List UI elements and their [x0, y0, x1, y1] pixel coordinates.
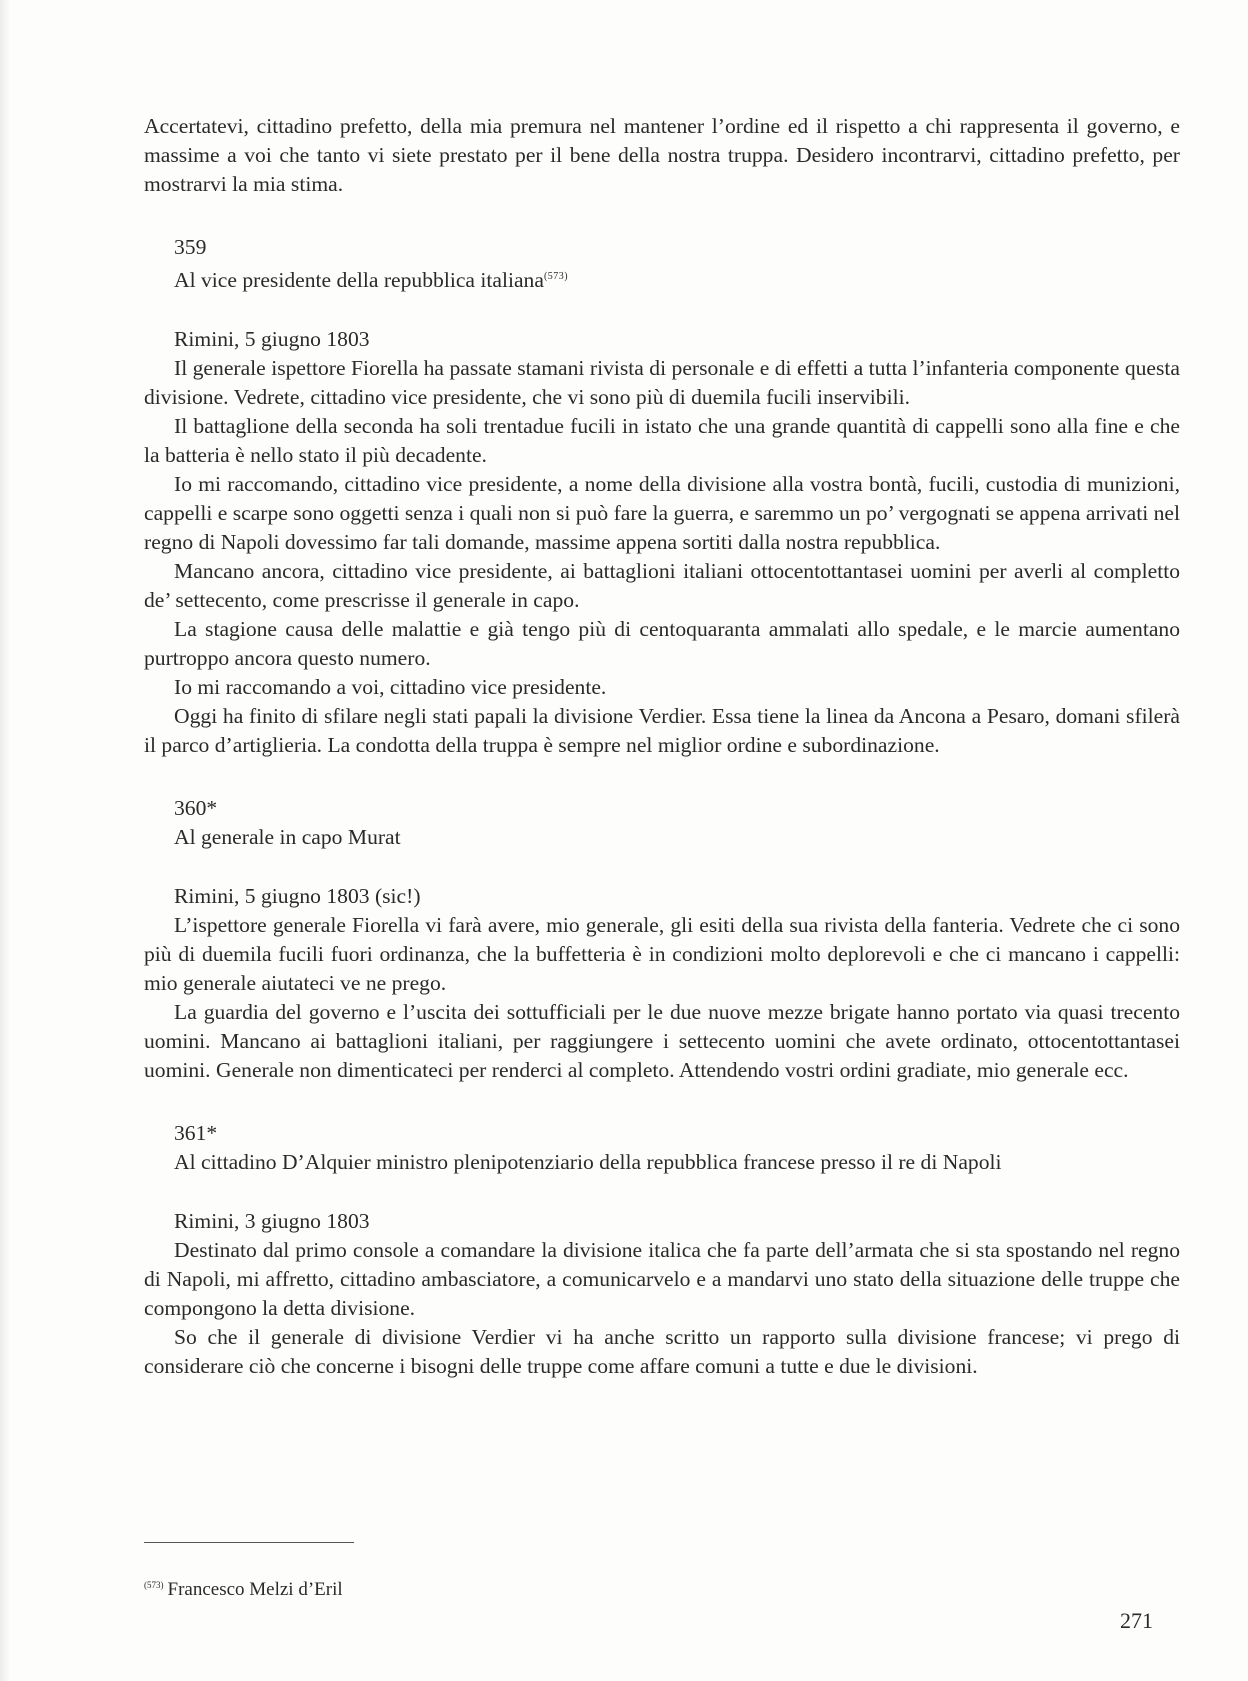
letter-paragraph: Destinato dal primo console a comandare la divisione italica che fa parte dell’armata che si sta spostando nel regno di Napoli, mi affretto, cittadino ambasciatore, a comunicarvelo e a mandarvi uno stato della situazione delle truppe che compongono la detta divisione. — [144, 1238, 1180, 1320]
letter-359 — [144, 233, 1180, 760]
letter-paragraph: Il generale ispettore Fiorella ha passate stamani rivista di personale e di effetti a tutta l’infanteria componente questa divisione. Vedrete, cittadino vice presidente, che vi sono più di duemila fucili inservibili. — [144, 356, 1180, 409]
letter-paragraph: Io mi raccomando a voi, cittadino vice presidente. — [174, 675, 607, 699]
letter-paragraph: Mancano ancora, cittadino vice presidente, ai battaglioni italiani ottocentottantasei uomini per averli al completto de’ settecento, come prescrisse il generale in capo. — [144, 559, 1180, 612]
letter-paragraph: Oggi ha finito di sfilare negli stati papali la divisione Verdier. Essa tiene la linea da Ancona a Pesaro, domani sfilerà il parco d’artiglieria. La condotta della truppa è sempre nel miglior ordine e subordinazione. — [144, 704, 1180, 757]
letter-recipient: Al vice presidente della repubblica italiana$^{(573)}$ — [174, 268, 569, 292]
letter-number: 360* — [174, 796, 218, 820]
letter-paragraph: Io mi raccomando, cittadino vice presidente, a nome della divisione alla vostra bontà, fucili, custodia di munizioni, cappelli e scarpe sono oggetti senza i quali non si può fare la guerra, e saremmo un po’ vergognati se appena arrivati nel regno di Napoli dovessimo far tali domande, massime appena sortiti dalla nostra repubblica. — [144, 472, 1180, 554]
letter-paragraph: La guardia del governo e l’uscita dei sottufficiali per le due nuove mezze brigate hanno portato via quasi trecento uomini. Mancano ai battaglioni italiani, per raggiungere i settecento uomini che avete ordinato, ottocentottantasei uomini. Generale non dimenticateci per renderci al completo. Attendendo vostri ordini gradiate, mio generale ecc. — [144, 1000, 1180, 1082]
page-edge-shadow — [0, 0, 10, 1681]
opening-paragraph: Accertatevi, cittadino prefetto, della mia premura nel mantener l’ordine ed il rispetto a chi rappresenta il governo, e massime a voi che tanto vi siete prestato per il bene della nostra truppa. Desidero incontrarvi, cittadino prefetto, per mostrarvi la mia stima. — [144, 114, 1180, 196]
footnote-reference: (573) — [543, 271, 569, 282]
letter-360 — [144, 794, 1180, 1085]
letter-dateline: Rimini, 5 giugno 1803 — [174, 327, 370, 351]
letter-361 — [144, 1119, 1180, 1381]
letter-number: 361* — [174, 1121, 218, 1145]
letter-dateline: Rimini, 3 giugno 1803 — [174, 1209, 370, 1233]
footnote-text: Francesco Melzi d’Eril — [167, 1579, 343, 1600]
text-column — [144, 112, 1180, 1381]
footnote-divider — [144, 1542, 354, 1543]
letter-paragraph: So che il generale di divisione Verdier vi ha anche scritto un rapporto sulla divisione francese; vi prego di considerare ciò che concerne i bisogni delle truppe come affare comuni a tutte e due le divisioni. — [144, 1325, 1180, 1378]
page-number: 271 — [1120, 1608, 1153, 1633]
letter-paragraph: La stagione causa delle malattie e già tengo più di centoquaranta ammalati allo spedale, e le marcie aumentano purtroppo ancora questo numero. — [144, 617, 1180, 670]
letter-paragraph: Il battaglione della seconda ha soli trentadue fucili in istato che una grande quantità di cappelli sono alla fine e che la batteria è nello stato il più decadente. — [144, 414, 1180, 467]
footnote-marker: (573) — [144, 1580, 164, 1590]
letter-paragraph: L’ispettore generale Fiorella vi farà avere, mio generale, gli esiti della sua rivista della fanteria. Vedrete che ci sono più di duemila fucili fuori ordinanza, che la buffetteria è in condizioni molto deplorevoli e che ci mancano i cappelli: mio generale aiutateci ve ne prego. — [144, 913, 1180, 995]
letter-number: 359 — [174, 235, 207, 259]
footnote — [144, 1572, 343, 1603]
letter-dateline: Rimini, 5 giugno 1803 (sic!) — [174, 884, 421, 908]
letter-recipient: Al generale in capo Murat — [174, 825, 401, 849]
letter-recipient: Al cittadino D’Alquier ministro plenipotenziario della repubblica francese presso il re di Napoli — [174, 1150, 1002, 1174]
